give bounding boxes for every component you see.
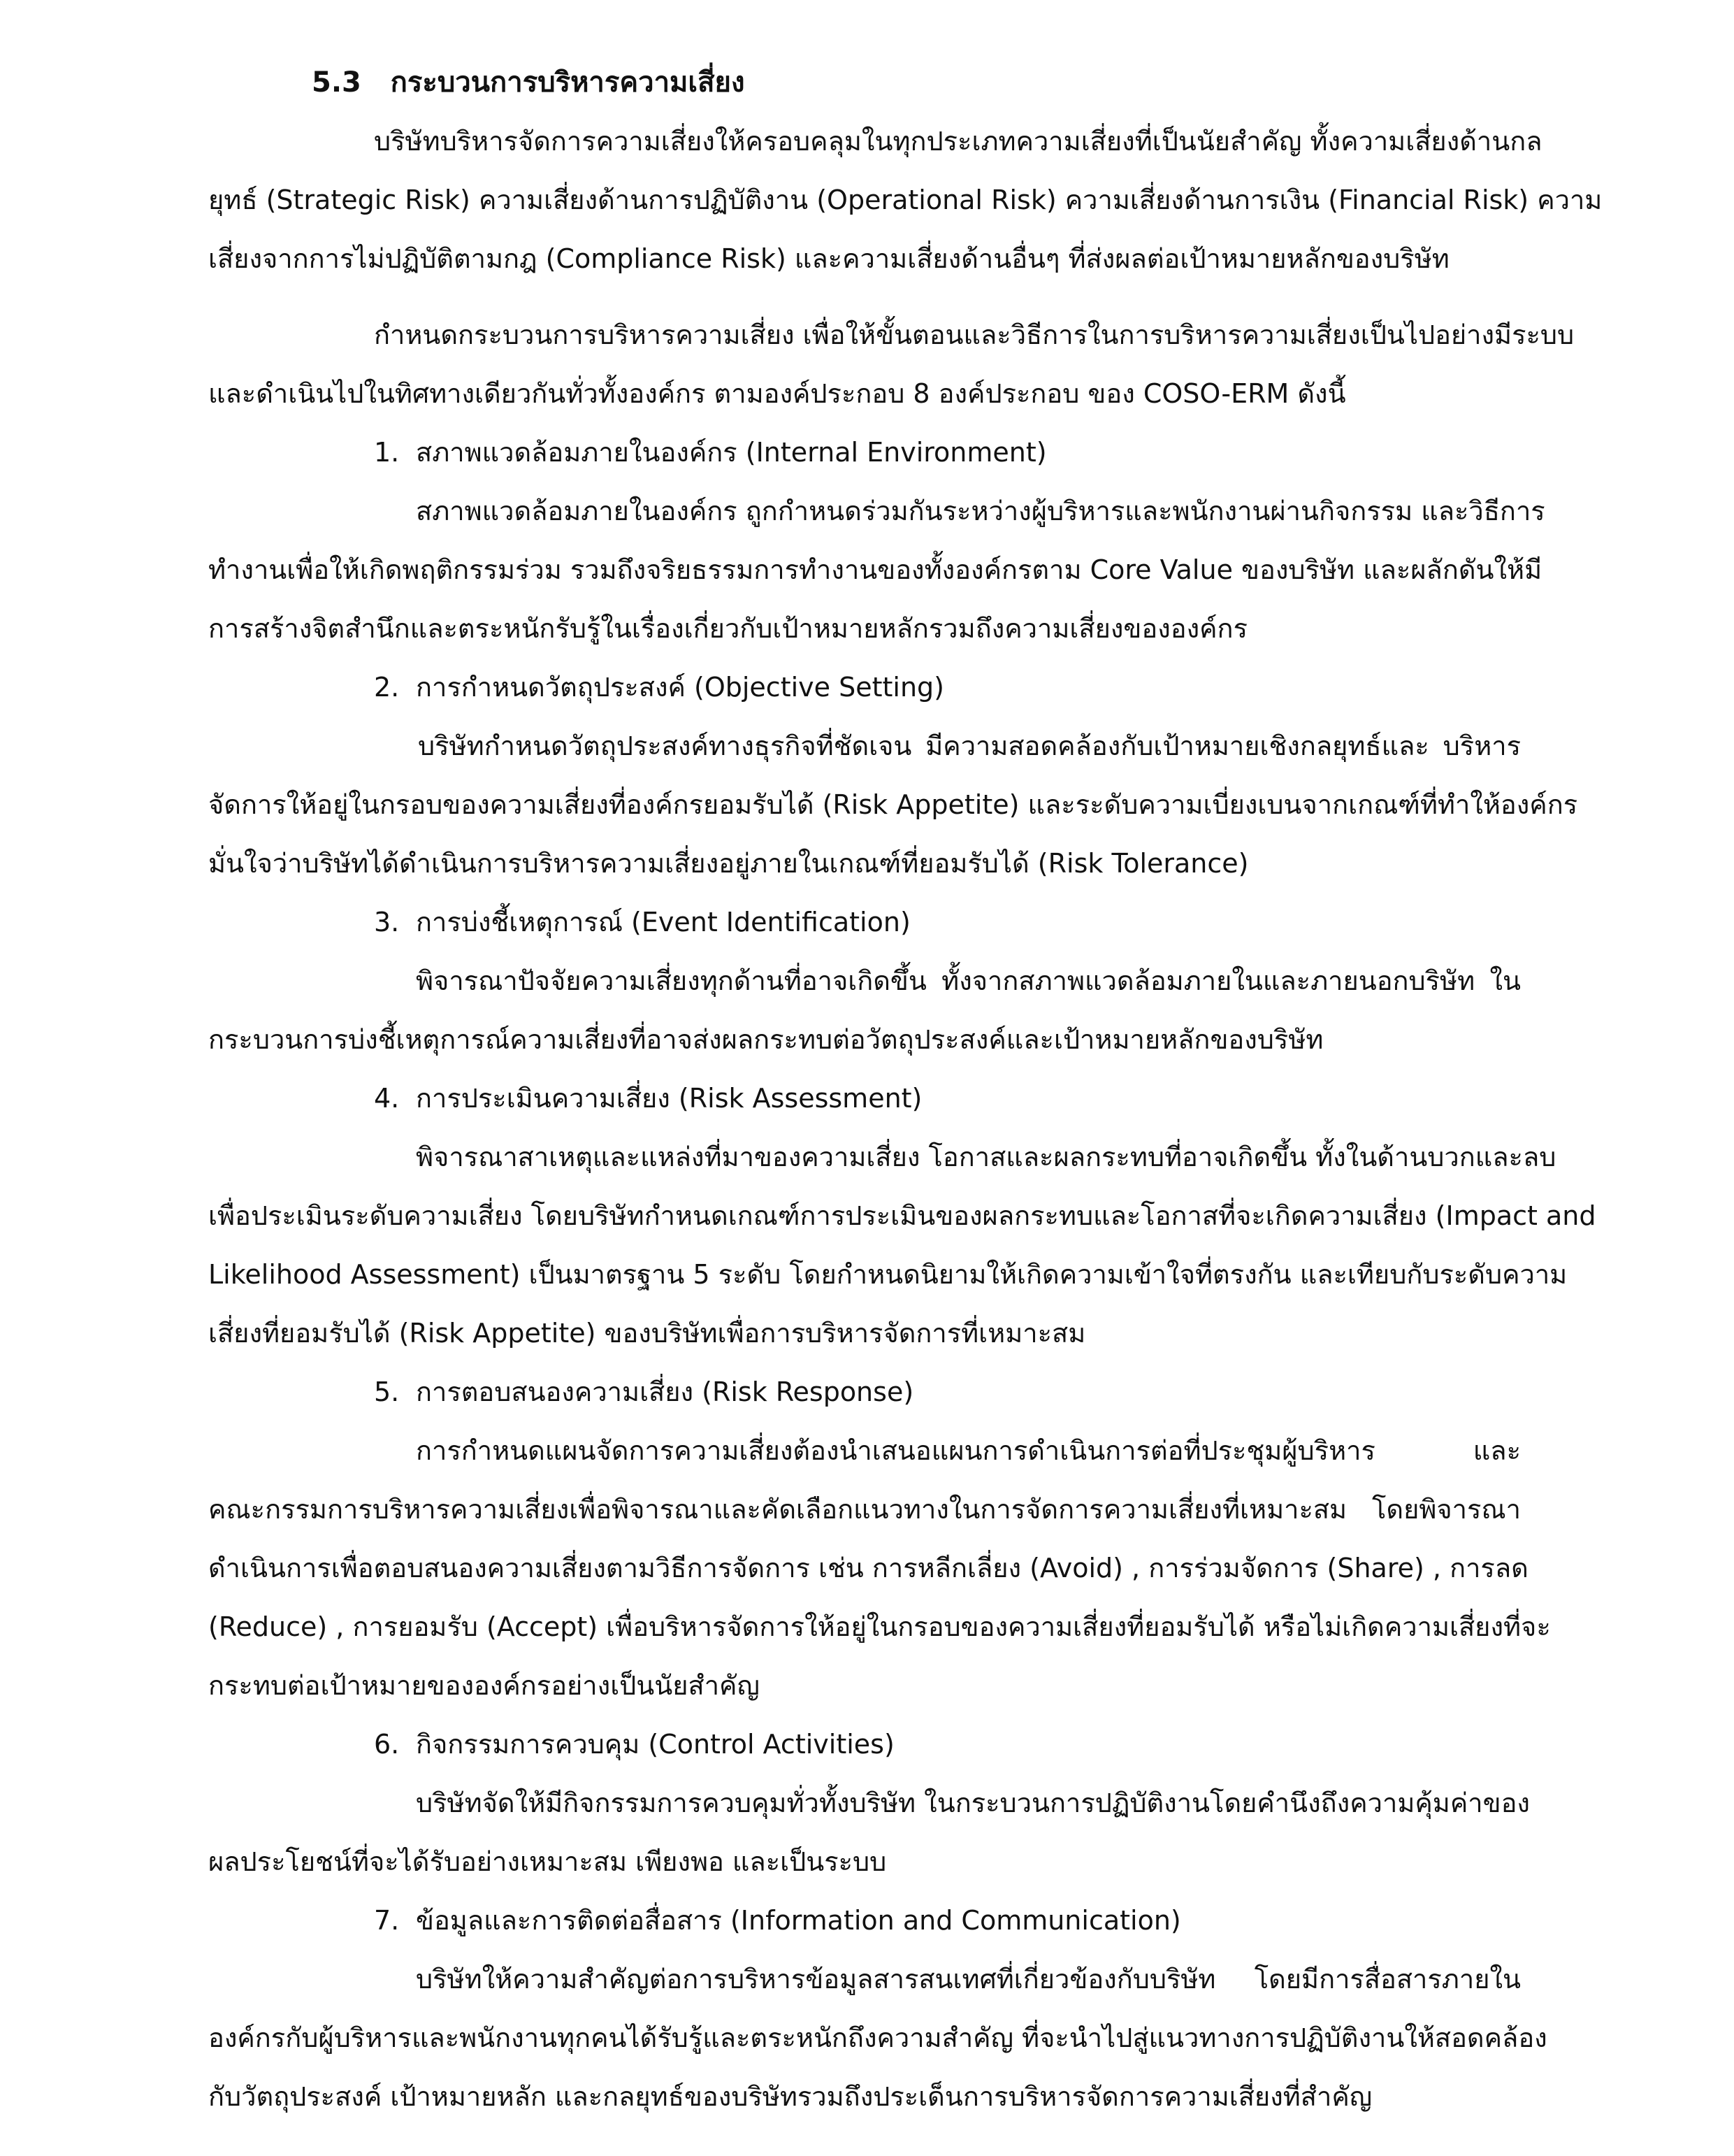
list-item-heading xyxy=(374,1899,1181,1941)
list-number: 1. xyxy=(374,437,400,468)
paragraph-line: การสร้างจิตสำนึกและตระหนักรับรู้ในเรื่องเกี่ยวกับเป้าหมายหลักรวมถึงความเสี่ยงขององค์กร xyxy=(208,613,1248,644)
paragraph-line: บริษัทให้ความสำคัญต่อการบริหารข้อมูลสารสนเทศที่เกี่ยวข้องกับบริษัท โดยมีการสื่อสารภายใน xyxy=(416,1964,1521,1995)
paragraph-line: พิจารณาสาเหตุและแหล่งที่มาของความเสี่ยง โอกาสและผลกระทบที่อาจเกิดขึ้น ทั้งในด้านบวกและลบ xyxy=(416,1142,1556,1172)
paragraph-line: ทำงานเพื่อให้เกิดพฤติกรรมร่วม รวมถึงจริยธรรมการทำงานของทั้งองค์กรตาม Core Value ของบริษัท และผลักดันให้มี xyxy=(208,554,1542,585)
list-number: 5. xyxy=(374,1377,400,1407)
paragraph-line: (Reduce) , การยอมรับ (Accept) เพื่อบริหารจัดการให้อยู่ในกรอบของความเสี่ยงที่ยอมรับได้ หรือไม่เกิดความเสี่ยงที่จะ xyxy=(208,1611,1551,1642)
paragraph-line: ยุทธ์ (Strategic Risk) ความเสี่ยงด้านการปฏิบัติงาน (Operational Risk) ความเสี่ยงด้านการเงิน (Financial Risk) ความ xyxy=(208,185,1603,215)
paragraph-line: จัดการให้อยู่ในกรอบของความเสี่ยงที่องค์กรยอมรับได้ (Risk Appetite) และระดับความเบี่ยงเบนจากเกณฑ์ที่ทำให้องค์กร xyxy=(208,789,1578,820)
paragraph-line: Likelihood Assessment) เป็นมาตรฐาน 5 ระดับ โดยกำหนดนิยามให้เกิดความเข้าใจที่ตรงกัน และเทียบกับระดับความ xyxy=(208,1259,1568,1290)
paragraph-line: สภาพแวดล้อมภายในองค์กร ถูกกำหนดร่วมกันระหว่างผู้บริหารและพนักงานผ่านกิจกรรม และวิธีการ xyxy=(416,496,1545,526)
paragraph-line: กระบวนการบ่งชี้เหตุการณ์ความเสี่ยงที่อาจส่งผลกระทบต่อวัตถุประสงค์และเป้าหมายหลักของบริษัท xyxy=(208,1024,1324,1055)
list-number: 6. xyxy=(374,1729,400,1760)
list-heading-text: กิจกรรมการควบคุม (Control Activities) xyxy=(416,1729,895,1760)
section-title: กระบวนการบริหารความเสี่ยง xyxy=(390,66,745,99)
paragraph-line: เพื่อประเมินระดับความเสี่ยง โดยบริษัทกำหนดเกณฑ์การประเมินของผลกระทบและโอกาสที่จะเกิดความเสี่ยง (Impact and xyxy=(208,1200,1596,1231)
list-number: 4. xyxy=(374,1083,400,1114)
list-number: 3. xyxy=(374,907,400,937)
paragraph-line: เสี่ยงจากการไม่ปฏิบัติตามกฎ (Compliance Risk) และความเสี่ยงด้านอื่นๆ ที่ส่งผลต่อเป้าหมายหลักของบริษัท xyxy=(208,243,1450,274)
list-item-heading xyxy=(374,1723,895,1765)
paragraph-line: บริษัทบริหารจัดการความเสี่ยงให้ครอบคลุมในทุกประเภทความเสี่ยงที่เป็นนัยสำคัญ ทั้งความเสี่ยงด้านกล xyxy=(374,126,1542,157)
list-heading-text: สภาพแวดล้อมภายในองค์กร (Internal Environment) xyxy=(416,437,1047,468)
list-number: 2. xyxy=(374,672,400,703)
paragraph-line: การกำหนดแผนจัดการความเสี่ยงต้องนำเสนอแผนการดำเนินการต่อที่ประชุมผู้บริหาร และ xyxy=(416,1435,1521,1466)
paragraph-line: คณะกรรมการบริหารความเสี่ยงเพื่อพิจารณาและคัดเลือกแนวทางในการจัดการความเสี่ยงที่เหมาะสม โดยพิจารณา xyxy=(208,1494,1521,1525)
list-heading-text: การประเมินความเสี่ยง (Risk Assessment) xyxy=(416,1083,923,1114)
paragraph-line: องค์กรกับผู้บริหารและพนักงานทุกคนได้รับรู้และตระหนักถึงความสำคัญ ที่จะนำไปสู่แนวทางการปฏิบัติงานให้สอดคล้อง xyxy=(208,2022,1547,2053)
paragraph-line: กำหนดกระบวนการบริหารความเสี่ยง เพื่อให้ขั้นตอนและวิธีการในการบริหารความเสี่ยงเป็นไปอย่างมีระบบ xyxy=(374,319,1575,350)
list-heading-text: การบ่งชี้เหตุการณ์ (Event Identification) xyxy=(416,907,911,937)
list-heading-text: การกำหนดวัตถุประสงค์ (Objective Setting) xyxy=(416,672,944,703)
list-item-heading xyxy=(374,1077,922,1119)
paragraph-line: และดำเนินไปในทิศทางเดียวกันทั่วทั้งองค์กร ตามองค์ประกอบ 8 องค์ประกอบ ของ COSO-ERM ดังนี้ xyxy=(208,378,1346,409)
list-item-heading xyxy=(374,431,1047,473)
paragraph-line: บริษัทจัดให้มีกิจกรรมการควบคุมทั่วทั้งบริษัท ในกระบวนการปฏิบัติงานโดยคำนึงถึงความคุ้มค่าของ xyxy=(416,1788,1530,1818)
section-heading xyxy=(312,62,744,103)
list-number: 7. xyxy=(374,1905,400,1936)
list-heading-text: ข้อมูลและการติดต่อสื่อสาร (Information and Communication) xyxy=(416,1905,1181,1936)
paragraph-line: ผลประโยชน์ที่จะได้รับอย่างเหมาะสม เพียงพอ และเป็นระบบ xyxy=(208,1846,887,1877)
list-item-heading xyxy=(374,1371,913,1413)
paragraph-line: กระทบต่อเป้าหมายขององค์กรอย่างเป็นนัยสำคัญ xyxy=(208,1670,760,1701)
paragraph-line: บริษัทกำหนดวัตถุประสงค์ทางธุรกิจที่ชัดเจน มีความสอดคล้องกับเป้าหมายเชิงกลยุทธ์และ บริหาร xyxy=(418,731,1521,761)
paragraph-line: มั่นใจว่าบริษัทได้ดำเนินการบริหารความเสี่ยงอยู่ภายในเกณฑ์ที่ยอมรับได้ (Risk Tolerance) xyxy=(208,848,1249,879)
paragraph-line: เสี่ยงที่ยอมรับได้ (Risk Appetite) ของบริษัทเพื่อการบริหารจัดการที่เหมาะสม xyxy=(208,1318,1086,1349)
paragraph-line: ดำเนินการเพื่อตอบสนองความเสี่ยงตามวิธีการจัดการ เช่น การหลีกเลี่ยง (Avoid) , การร่วมจัดการ (Share) , การลด xyxy=(208,1553,1529,1583)
list-item-heading xyxy=(374,901,911,943)
list-heading-text: การตอบสนองความเสี่ยง (Risk Response) xyxy=(416,1377,914,1407)
section-number: 5.3 xyxy=(312,66,361,99)
paragraph-line: พิจารณาปัจจัยความเสี่ยงทุกด้านที่อาจเกิดขึ้น ทั้งจากสภาพแวดล้อมภายในและภายนอกบริษัท ใน xyxy=(416,965,1521,996)
paragraph-line: กับวัตถุประสงค์ เป้าหมายหลัก และกลยุทธ์ของบริษัทรวมถึงประเด็นการบริหารจัดการความเสี่ยงที่สำคัญ xyxy=(208,2081,1373,2112)
list-item-heading xyxy=(374,666,944,708)
